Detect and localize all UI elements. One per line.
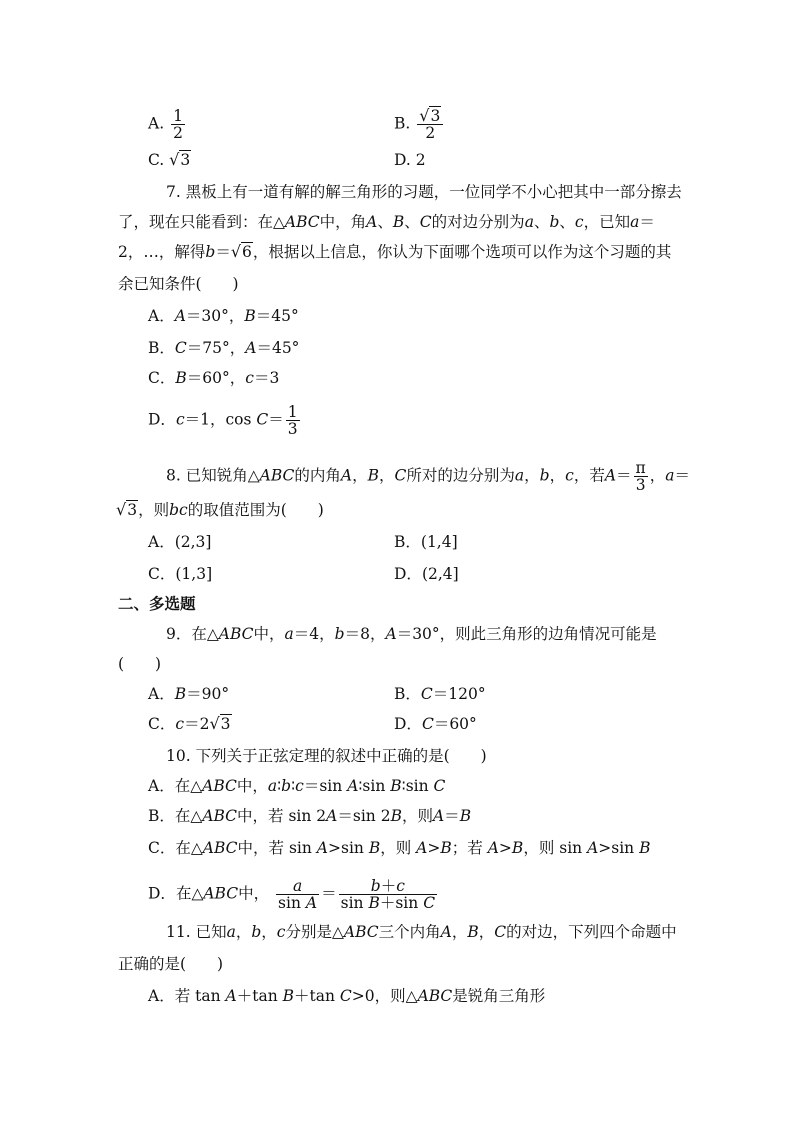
- q7-line-1: 7. 黑板上有一道有解的解三角形的习题，一位同学不小心把其中一部分擦去: [166, 183, 682, 201]
- q8-line-2: √3，则bc的取值范围为( ): [116, 500, 324, 519]
- q10-option-c: C．在△ABC中，若 sin A>sin B，则 A>B；若 A>B，则 sin A>sin B: [148, 839, 651, 857]
- q7-line-3: 2，…，解得b＝√6，根据以上信息，你认为下面哪个选项可以作为这个习题的其: [118, 242, 672, 261]
- q7-line-2: 了，现在只能看到：在△ABC中，角A、B、C的对边分别为a、b、c，已知a＝: [118, 213, 655, 231]
- q8-line-1: 8. 已知锐角△ABC的内角A，B，C所对的边分别为a，b，c，若A＝ $\frac{\pi}{3}$ ，a＝: [166, 459, 691, 494]
- q6-option-a: A. $\frac{1}{2}$: [148, 107, 183, 142]
- fraction: $\frac{b+c}{\text{sin B＋sin C}}$: [340, 877, 436, 912]
- q11-option-a: A．若 tan A＋tan B＋tan C>0，则△ABC是锐角三角形: [148, 987, 546, 1005]
- q9-option-c: C．c＝2√3: [148, 714, 231, 733]
- q7-option-a: A．A＝30°，B＝45°: [148, 307, 299, 325]
- sqrt: √3: [116, 500, 138, 519]
- q9-option-b: B．C＝120°: [394, 685, 486, 703]
- fraction: $\frac{\pi}{3}$: [635, 459, 646, 494]
- q11-line-2: 正确的是( ): [118, 955, 224, 973]
- q9-option-a: A．B＝90°: [148, 685, 230, 703]
- q8-option-d: D．(2,4]: [394, 565, 459, 583]
- q6-option-b: B. $\frac{√3}{2}$: [394, 108, 445, 141]
- section-heading: 二、多选题: [118, 594, 196, 613]
- q8-option-a: A．(2,3]: [148, 533, 212, 551]
- q8-option-b: B．(1,4]: [394, 533, 458, 551]
- fraction: $\frac{1}{2}$: [173, 107, 183, 142]
- q11-line-1: 11. 已知a，b，c分别是△ABC三个内角A，B，C的对边，下列四个命题中: [166, 923, 677, 941]
- sqrt: √3: [419, 106, 441, 125]
- q6-option-d: D. 2: [394, 151, 426, 169]
- q6-option-c: C. √3: [148, 150, 191, 169]
- q7-option-b: B．C＝75°，A＝45°: [148, 339, 300, 357]
- sqrt: √3: [169, 150, 191, 169]
- q7-option-d: D．c＝1，cos C＝ $\frac{1}{3}$: [148, 403, 298, 438]
- q10-line-1: 10. 下列关于正弦定理的叙述中正确的是( ): [166, 747, 487, 765]
- q10-option-d: D．在△ABC中， $\frac{a}{\text{sin A}}$ ＝ $\frac{b+c}{\text{sin B＋sin C}}$: [148, 877, 436, 912]
- q7-line-4: 余已知条件( ): [118, 275, 239, 293]
- fraction: $\frac{1}{3}$: [287, 403, 298, 438]
- q10-option-a: A．在△ABC中，a∶b∶c＝sin A∶sin B∶sin C: [148, 777, 446, 795]
- sqrt: √3: [209, 714, 231, 733]
- fraction: $\frac{√3}{2}$: [417, 108, 443, 141]
- q9-option-d: D．C＝60°: [394, 715, 477, 733]
- q7-option-c: C．B＝60°，c＝3: [148, 369, 280, 387]
- fraction: $\frac{a}{\text{sin A}}$: [278, 877, 318, 912]
- q8-option-c: C．(1,3]: [148, 565, 213, 583]
- q10-option-b: B．在△ABC中，若 sin 2A＝sin 2B，则A＝B: [148, 807, 472, 825]
- sqrt: √6: [230, 242, 252, 261]
- q9-line-2: ( ): [118, 655, 162, 673]
- q9-line-1: 9．在△ABC中，a＝4，b＝8，A＝30°，则此三角形的边角情况可能是: [166, 625, 657, 643]
